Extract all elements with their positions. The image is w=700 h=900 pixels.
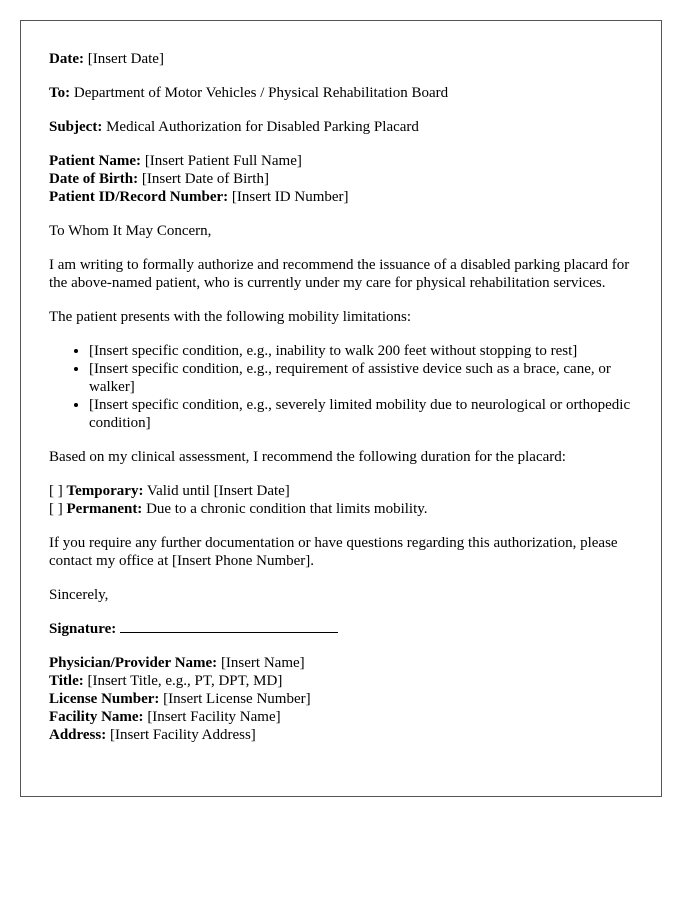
salutation: To Whom It May Concern, (49, 223, 212, 239)
permanent-label: Permanent: (66, 501, 143, 517)
signature-label: Signature: (49, 621, 117, 637)
provider-address-value: [Insert Facility Address] (109, 727, 256, 743)
provider-license-label: License Number: (49, 691, 160, 707)
closing: Sincerely, (49, 587, 109, 603)
provider-title-label: Title: (49, 673, 84, 689)
provider-facility-value: [Insert Facility Name] (147, 709, 281, 725)
provider-title-line (49, 672, 633, 690)
patient-id-line (49, 188, 633, 206)
limitations-list (49, 342, 633, 432)
date-line (49, 50, 633, 68)
signature-line (49, 620, 633, 638)
provider-name-label: Physician/Provider Name: (49, 655, 218, 671)
temporary-option (49, 482, 633, 500)
letter-document (20, 20, 662, 797)
patient-name-line (49, 152, 633, 170)
date-value: [Insert Date] (87, 51, 164, 67)
intro-paragraph: I am writing to formally authorize and recommend the issuance of a disabled parking placard for the above-named patient, who is currently under my care for physical rehabilitation services. (49, 257, 630, 291)
provider-facility-line (49, 708, 633, 726)
provider-address-line (49, 726, 633, 744)
subject-label: Subject: (49, 119, 103, 135)
patient-dob-line (49, 170, 633, 188)
list-item: • [Insert specific condition, e.g., inability to walk 200 feet without stopping to rest] (89, 342, 633, 360)
provider-name-line (49, 654, 633, 672)
to-label: To: (49, 85, 71, 101)
permanent-text: Due to a chronic condition that limits mobility. (146, 501, 428, 517)
provider-license-line (49, 690, 633, 708)
date-label: Date: (49, 51, 84, 67)
temporary-label: Temporary: (66, 483, 144, 499)
subject-line (49, 118, 633, 136)
provider-info (49, 654, 633, 744)
permanent-option (49, 500, 633, 518)
patient-id-label: Patient ID/Record Number: (49, 189, 229, 205)
temporary-checkbox: [ ] (49, 483, 63, 499)
patient-dob-value: [Insert Date of Birth] (141, 171, 269, 187)
provider-name-value: [Insert Name] (220, 655, 305, 671)
duration-intro: Based on my clinical assessment, I recommend the following duration for the placard: (49, 449, 566, 465)
provider-address-label: Address: (49, 727, 107, 743)
patient-dob-label: Date of Birth: (49, 171, 139, 187)
contact-paragraph: If you require any further documentation or have questions regarding this authorization, please contact my office at [Insert Phone Number]. (49, 535, 618, 569)
patient-info (49, 152, 633, 206)
duration-options (49, 482, 633, 518)
provider-title-value: [Insert Title, e.g., PT, DPT, MD] (87, 673, 283, 689)
to-value: Department of Motor Vehicles / Physical Rehabilitation Board (73, 85, 449, 101)
subject-value: Medical Authorization for Disabled Parking Placard (106, 119, 419, 135)
provider-facility-label: Facility Name: (49, 709, 144, 725)
list-item: • [Insert specific condition, e.g., requirement of assistive device such as a brace, cane, or walker] (89, 360, 633, 396)
patient-id-value: [Insert ID Number] (231, 189, 349, 205)
signature-underline (120, 620, 338, 633)
list-item: • [Insert specific condition, e.g., severely limited mobility due to neurological or orthopedic condition] (89, 396, 633, 432)
provider-license-value: [Insert License Number] (163, 691, 311, 707)
to-line (49, 84, 633, 102)
patient-name-label: Patient Name: (49, 153, 142, 169)
temporary-text: Valid until [Insert Date] (146, 483, 290, 499)
permanent-checkbox: [ ] (49, 501, 63, 517)
limitations-intro: The patient presents with the following mobility limitations: (49, 309, 412, 325)
patient-name-value: [Insert Patient Full Name] (144, 153, 302, 169)
